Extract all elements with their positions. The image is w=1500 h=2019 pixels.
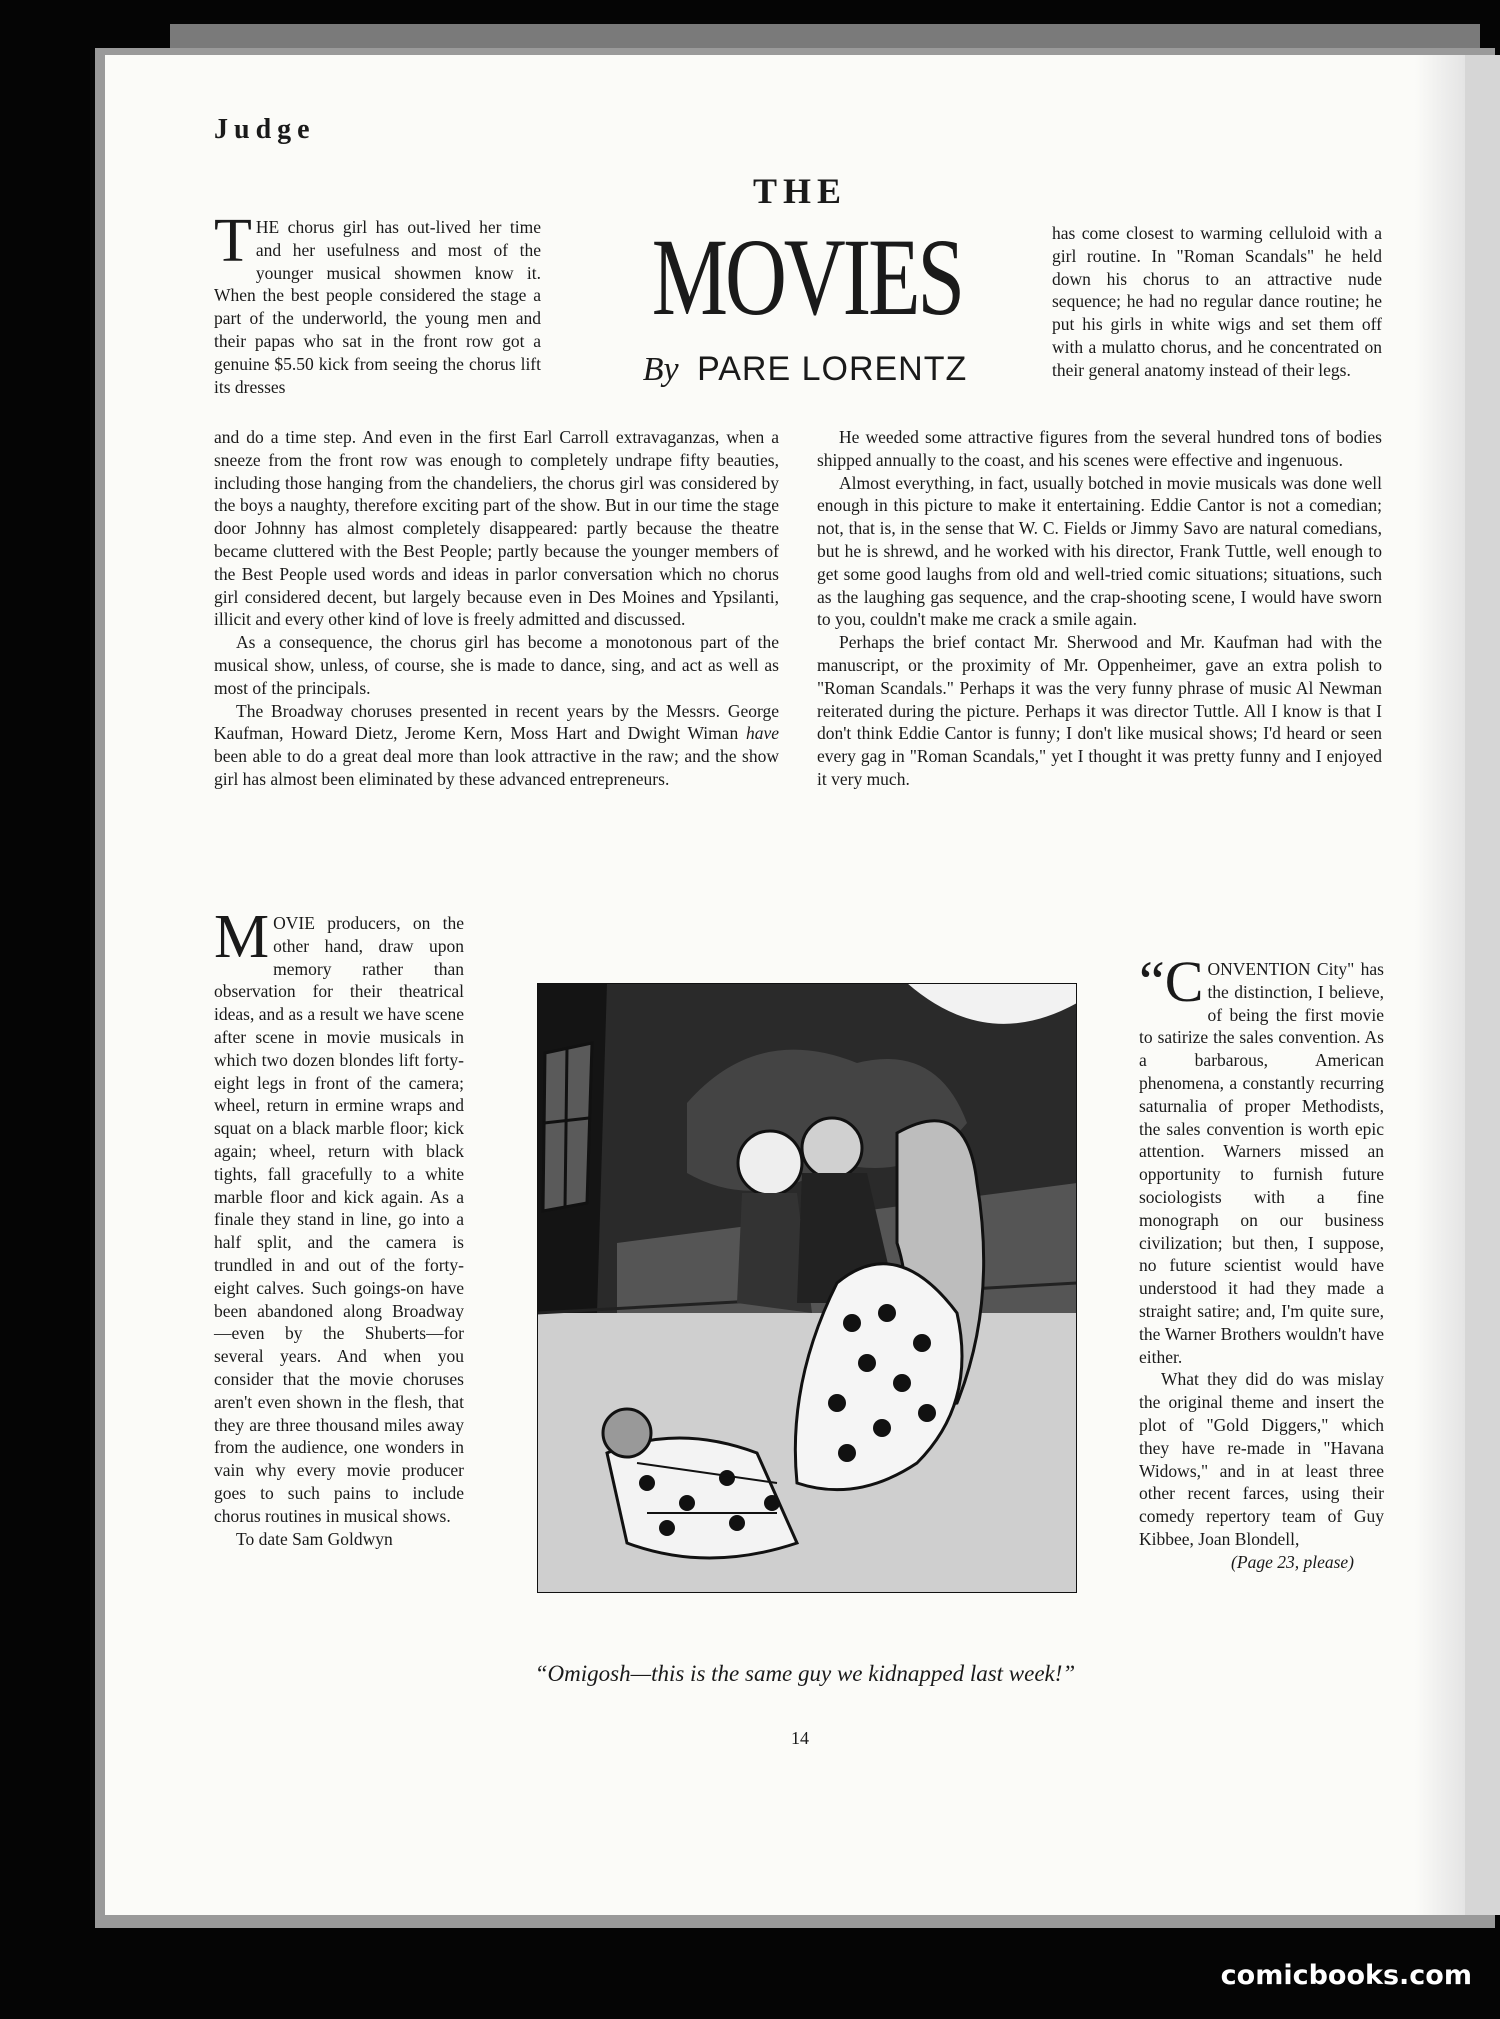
page-number: 14 [791, 1728, 809, 1748]
broadway-emphasis: have [745, 723, 779, 744]
column-top-right [1052, 222, 1382, 382]
site-watermark: comicbooks.com [1220, 1960, 1472, 1991]
paragraph-consequence: As a consequence, the chorus girl has become a monotonous part of the musical show, unless, of course, she is made to dance, sing, and act as well as most of the principals. [214, 632, 779, 698]
drop-cap-letter: C [1164, 949, 1204, 1014]
column-top-left [214, 207, 541, 398]
title-movies: MOVIES [651, 216, 962, 338]
paragraph-movie-producers [214, 903, 464, 1528]
byline [620, 350, 990, 389]
paragraph-broadway [214, 700, 779, 791]
paragraph-intro [214, 207, 541, 398]
paragraph-almost-everything: Almost everything, in fact, usually botched in movie musicals was done well enough in this picture to make it entertaining. Eddie Cantor is not a comedian; not, that is, in the sense that W. C. Fields or Jimmy Savo are natural comedians, but he is shrewd, and he worked with his director, Frank Tuttle, well enough to get some good laughs from old and well-tried comic situations; situations, such as the laughing gas sequence, and the crap-shooting scene, I would have sworn to you, couldn't make me crack a smile again. [817, 472, 1382, 630]
illustration-caption: “Omigosh—this is the same guy we kidnapped last week!” [534, 1661, 1076, 1686]
running-head: Judge [214, 114, 316, 145]
column-bottom-left [214, 903, 464, 1550]
paragraph-intro-text: HE chorus girl has out-lived her time and her usefulness and most of the younger musical showmen know it. When the best people considered the stage a part of the underworld, the young men and their papas who sat in the front row got a genuine $5.50 kick from seeing the chorus lift its dresses [214, 217, 541, 397]
paragraph-perhaps: Perhaps the brief contact Mr. Sherwood and Mr. Kaufman had with the manuscript, or the proximity of Mr. Oppenheimer, gave an extra polish to "Roman Scandals." Perhaps it was the very funny phrase of music Al Newman reiterated during the picture. Perhaps it was director Tuttle. All I know is that I don't think Eddie Cantor is funny; I don't like musical shows; I'd heard or seen every gag in "Roman Scandals," yet I thought it was pretty funny and I enjoyed it very much. [817, 632, 1382, 789]
drop-cap-t: T [214, 207, 252, 275]
column-mid-right [817, 426, 1382, 791]
title-the: THE [752, 171, 848, 211]
author-name: PARE LORENTZ [697, 350, 968, 388]
paragraph-what-they-did: What they did do was mislay the original theme and insert the plot of "Gold Diggers," which they have re-made in "Havana Widows," and in at least three other recent farces, using their comedy repertory team of Guy Kibbee, Joan Blondell, [1139, 1369, 1384, 1549]
facing-page-edge [1465, 55, 1500, 1915]
drop-cap-c [1139, 949, 1204, 1014]
broadway-text-a: The Broadway choruses presented in recent years by the Messrs. George Kaufman, Howard Dietz, Jerome Kern, Moss Hart and Dwight Wiman [214, 700, 779, 744]
drop-cap-m: M [214, 903, 270, 971]
column-bottom-right [1139, 949, 1384, 1574]
byline-prefix: By [642, 351, 679, 388]
column-mid-left [214, 426, 779, 791]
broadway-text-b: been able to do a great deal more than look attractive in the raw; and the show girl has almost been eliminated by these advanced entrepreneurs. [214, 746, 779, 789]
drop-cap-quote: “ [1139, 949, 1165, 1014]
paragraph-intro-cont: and do a time step. And even in the first Earl Carroll extravaganzas, when a sneeze from the front row was enough to completely undrape fifty beauties, including those hanging from the chandeliers, the chorus girl was considered by the boys a naughty, therefore exciting part of the show. But in our time the stage door Johnny has almost completely disappeared: partly because the theatre became cluttered with the Best People; partly because the younger members of the Best People used words and ideas in parlor conversation which no chorus girl considered decent, but largely because even in Des Moines and Ypsilanti, illicit and every other kind of love is freely admitted and discussed. [214, 427, 779, 630]
paragraph-to-date: To date Sam Goldwyn [236, 1528, 393, 1549]
paragraph-weeded: He weeded some attractive figures from the several hundred tons of bodies shipped annually to the coast, and his scenes were effective and ingenuous. [817, 427, 1382, 470]
paragraph-goldwyn-cont: has come closest to warming celluloid with a girl routine. In "Roman Scandals" he held down his chorus to an attractive nude sequence; he had no regular dance routine; he put his girls in white wigs and set them off with a mulatto chorus, and he concentrated on their general anatomy instead of their legs. [1052, 223, 1382, 380]
paragraph-convention [1139, 949, 1384, 1368]
paragraph-movie-producers-text: OVIE producers, on the other hand, draw upon memory rather than observation for their theatrical ideas, and as a result we have scene after scene in movie musicals in which two dozen blondes lift forty-eight legs in front of the camera; wheel, return in ermine wraps and squat on a black marble floor; kick again; wheel, return with black tights, fall gracefully to a white marble floor and kick again. As a finale they stand in line, go into a half split, and the camera is trundled in and out of the forty-eight calves. Such goings-on have been abandoned along Broadway—even by the Shuberts—for several years. And when you consider that the movie choruses aren't even shown in the flesh, that they are three thousand miles away from the audience, one wonders in vain why every movie producer goes to such pains to include chorus routines in musical shows. [214, 913, 464, 1526]
page-gutter-shade [1415, 55, 1465, 1915]
cartoon-illustration [537, 983, 1077, 1593]
continued-line: (Page 23, please) [1231, 1551, 1354, 1572]
paragraph-convention-text: ONVENTION City" has the distinction, I believe, of being the first movie to satirize the sales convention. As a barbarous, American phenomena, a constantly recurring saturnalia of proper Methodists, the sales convention is worth epic attention. Warners missed an opportunity to furnish future sociologists with a fine monograph on our business civilization; but then, I suppose, no future scientist would have understood it had they made a straight satire; and, I'm quite sure, the Warner Brothers wouldn't have either. [1139, 959, 1384, 1367]
